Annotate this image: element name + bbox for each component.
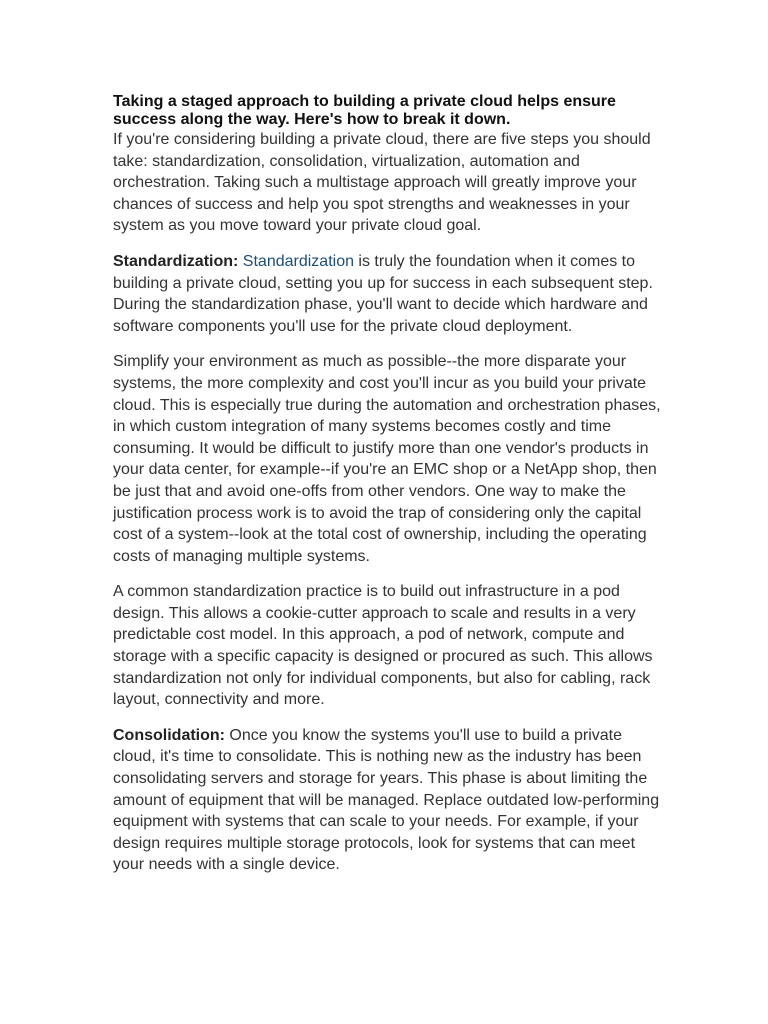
- standardization-paragraph: [113, 251, 661, 337]
- standardization-link[interactable]: Standardization: [242, 252, 354, 270]
- intro-paragraph: If you're considering building a private cloud, there are five steps you should take: standardization, consolidation, virtualization, automation and orchestration. Taking such a multistage approach will greatly improve your chances of success and help you spot strengths and weaknesses in your system as you move toward your private cloud goal.: [113, 131, 651, 235]
- consolidation-lead: Consolidation:: [113, 726, 225, 744]
- pod-design-paragraph: A common standardization practice is to build out infrastructure in a pod design. This allows a cookie-cutter approach to scale and results in a very predictable cost model. In this approach, a pod of network, compute and storage with a specific capacity is designed or procured as such. This allows standardization not only for individual components, but also for cabling, rack layout, connectivity and more.: [113, 583, 653, 709]
- simplify-paragraph: Simplify your environment as much as possible--the more disparate your systems, the more complexity and cost you'll incur as you build your private cloud. This is especially true during the automation and orchestration phases, in which custom integration of many systems becomes costly and time consuming. It would be difficult to justify more than one vendor's products in your data center, for example--if you're an EMC shop or a NetApp shop, then be just that and avoid one-offs from other vendors. One way to make the justification process work is to avoid the trap of considering only the capital cost of a system--look at the total cost of ownership, including the operating costs of managing multiple systems.: [113, 353, 661, 565]
- consolidation-paragraph: [113, 725, 661, 876]
- standardization-lead: Standardization:: [113, 252, 239, 270]
- article-headline: Taking a staged approach to building a private cloud helps ensure success along the way. Here's how to break it down.: [113, 93, 616, 128]
- standardization-text: is truly the foundation when it comes to building a private cloud, setting you up for success in each subsequent step. During the standardization phase, you'll want to decide which hardware and software components you'll use for the private cloud deployment.: [113, 252, 653, 335]
- consolidation-text: Once you know the systems you'll use to build a private cloud, it's time to consolidate. This is nothing new as the industry has been consolidating servers and storage for years. This phase is about limiting the amount of equipment that will be managed. Replace outdated low-performing equipment with systems that can scale to your needs. For example, if your design requires multiple storage protocols, look for systems that can meet your needs with a single device.: [113, 726, 660, 874]
- article: [113, 93, 661, 890]
